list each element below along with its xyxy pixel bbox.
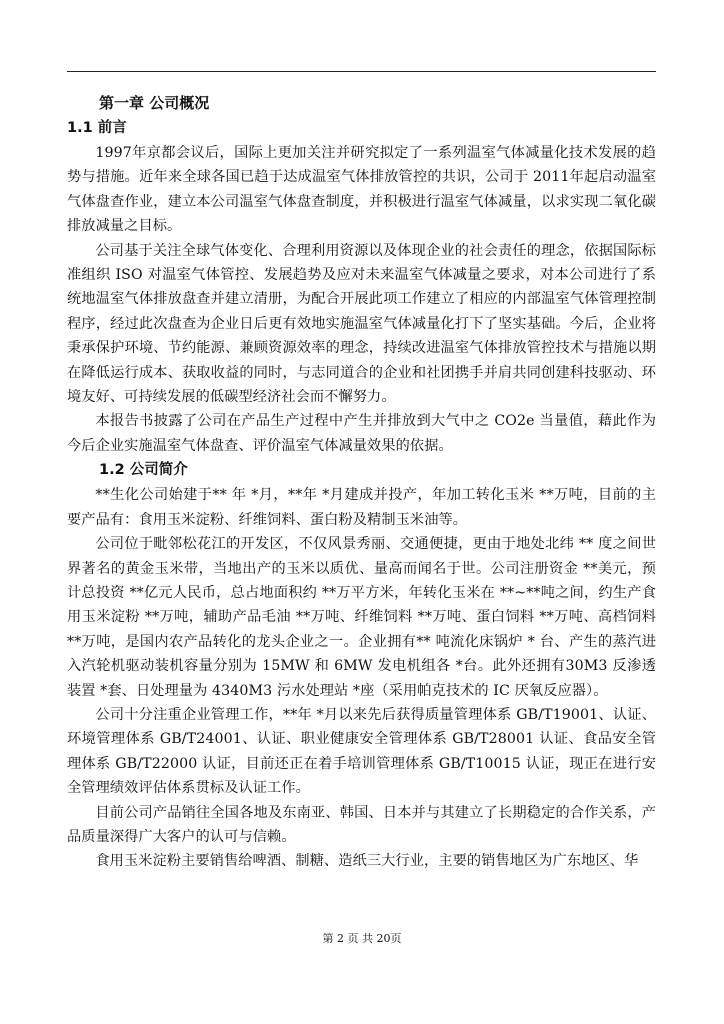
- paragraph-company-5: 食用玉米淀粉主要销售给啤酒、制糖、造纸三大行业，主要的销售地区为广东地区、华: [95, 853, 639, 870]
- paragraph-preface-1: 1997年京都会议后，国际上更加关注并研究拟定了一系列温室气体减量化技术发展的趋势与措施。近年来全球各国已趋于达成温室气体排放管控的共识，公司于 2011年起启动温室气体盘查作业，建立本公司温室气体盘查制度，并积极进行温室气体减量，以求实现二氧化碳排放减量之目标。: [67, 145, 656, 235]
- paragraph-preface-3: 本报告书披露了公司在产品生产过程中产生并排放到大气中之 CO2e 当量值，藉此作为今后企业实施温室气体盘查、评价温室气体减量效果的依据。: [67, 413, 656, 454]
- chapter-title: 第一章 公司概况: [99, 94, 210, 112]
- paragraph-company-3: 公司十分注重企业管理工作，**年 *月以来先后获得质量管理体系 GB/T19001、认证、环境管理体系 GB/T24001、认证、职业健康安全管理体系 GB/T28001 认证、食品安全管理体系 GB/T22000 认证，目前还正在着手培训管理体系 GB/T10015 认证，现正在进行安全管理绩效评估体系贯标及认证工作。: [67, 706, 656, 797]
- paragraph-company-2: 公司位于毗邻松花江的开发区，不仅风景秀丽、交通便捷，更由于地处北纬 ** 度之间世界著名的黄金玉米带，当地出产的玉米以质优、量高而闻名于世。公司注册资金 **美元，预计总投资 **亿元人民币，总占地面积约 **万平方米，年转化玉米在 **~**吨之间，约生产食用玉米淀粉 **万吨，辅助产品毛油 **万吨、纤维饲料 **万吨、蛋白饲料 **万吨、高档饲料**万吨，是国内农产品转化的龙头企业之一。企业拥有** 吨流化床锅炉 * 台、产生的蒸汽进入汽轮机驱动装机容量分别为 15MW 和 6MW 发电机组各 *台。此外还拥有30M3 反渗透装置 *套、日处理量为 4340M3 污水处理站 *座（采用帕克技术的 IC 厌氧反应器）。: [67, 536, 656, 699]
- page-number-footer: 第 2 页 共 20页: [322, 932, 402, 945]
- section-heading-preface: 1.1 前言: [67, 120, 127, 136]
- section-heading-company-intro: 1.2 公司简介: [99, 462, 188, 479]
- paragraph-company-4: 目前公司产品销往全国各地及东南亚、韩国、日本并与其建立了长期稳定的合作关系，产品质量深得广大客户的认可与信赖。: [67, 804, 656, 845]
- paragraph-preface-2: 公司基于关注全球气体变化、合理利用资源以及体现企业的社会责任的理念，依据国际标准组织 ISO 对温室气体管控、发展趋势及应对未来温室气体减量之要求，对本公司进行了系统地温室气体排放盘查并建立清册，为配合开展此项工作建立了相应的内部温室气体管理控制程序，经过此次盘查为企业日后更有效地实施温室气体减量化打下了坚实基础。今后，企业将秉承保护环境、节约能源、兼顾资源效率的理念，持续改进温室气体排放管控技术与措施以期在降低运行成本、获取收益的同时，与志同道合的企业和社团携手并肩共同创建科技驱动、环境友好、可持续发展的低碳型经济社会而不懈努力。: [67, 242, 656, 406]
- document-body: [67, 90, 656, 874]
- header-rule: [67, 71, 656, 72]
- paragraph-company-1: **生化公司始建于** 年 *月，**年 *月建成并投产，年加工转化玉米 **万吨，目前的主要产品有：食用玉米淀粉、纤维饲料、蛋白粉及精制玉米油等。: [67, 487, 656, 528]
